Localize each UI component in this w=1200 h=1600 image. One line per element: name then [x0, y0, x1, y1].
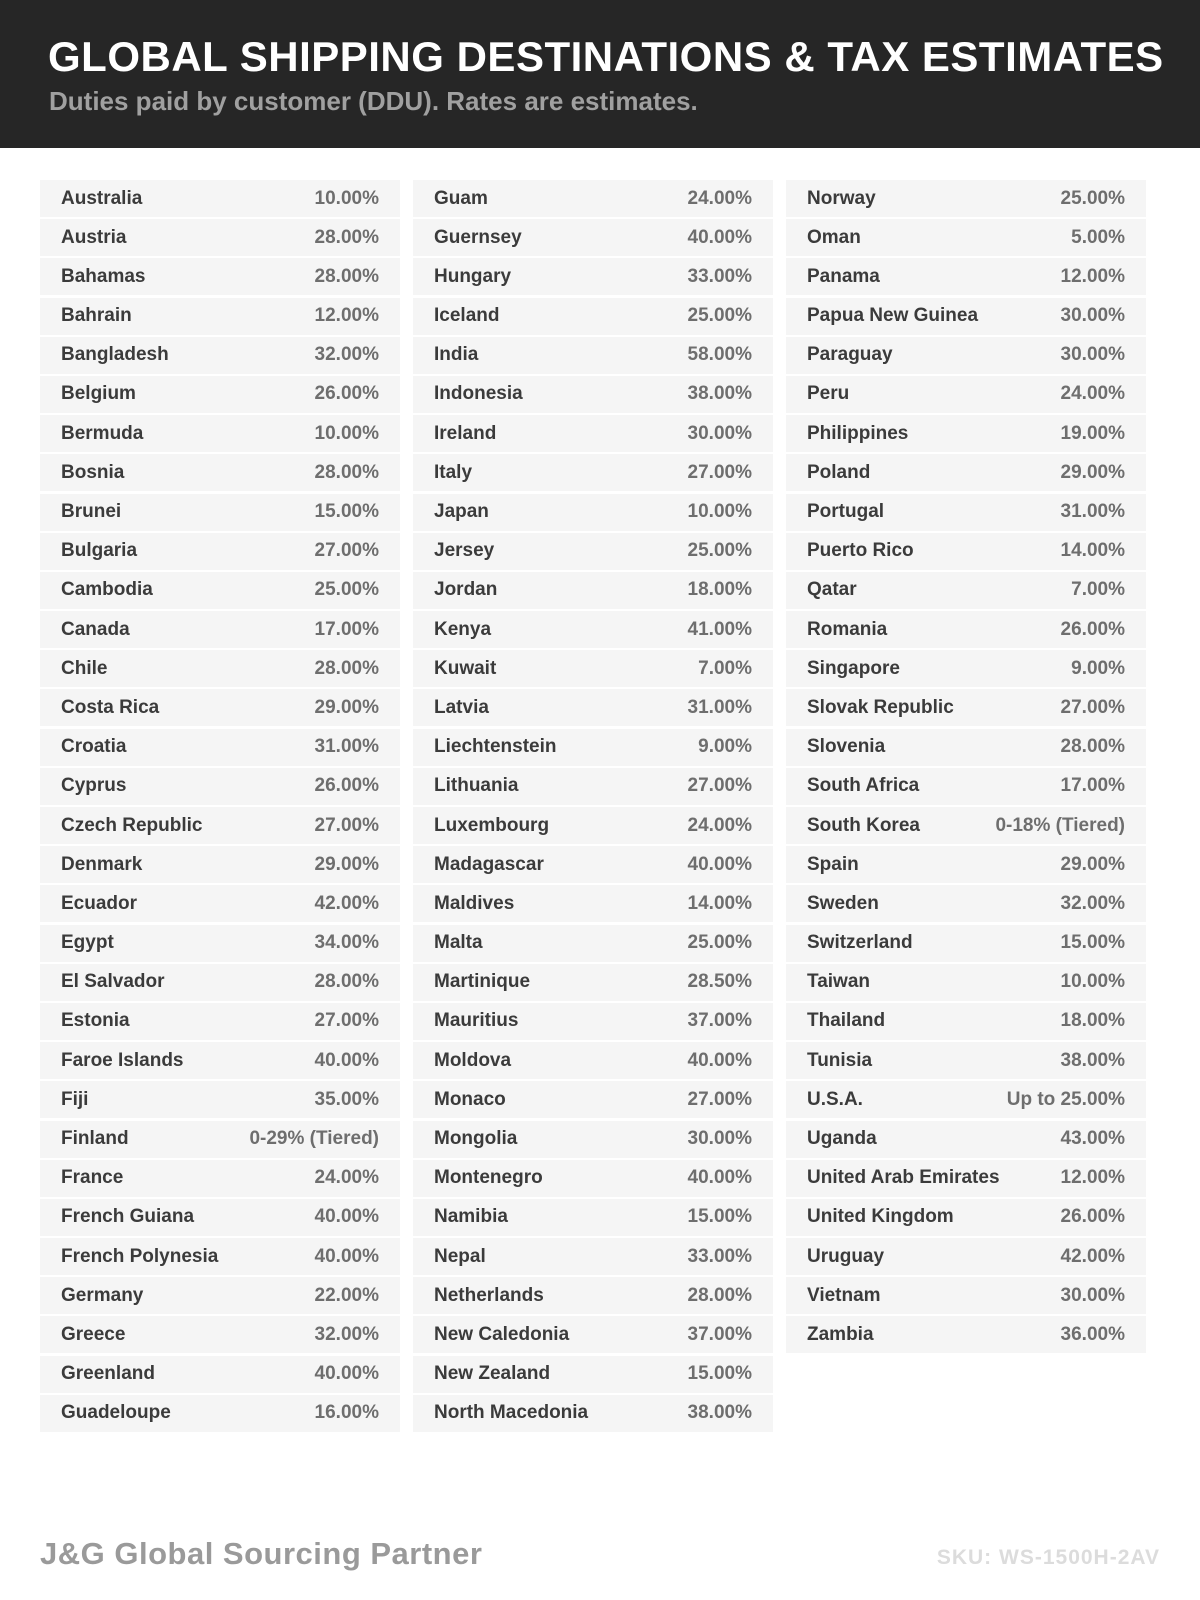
tax-rate: 38.00%	[1060, 1049, 1125, 1071]
table-row	[786, 925, 1146, 962]
table-row	[786, 1121, 1146, 1158]
table-column-2	[413, 180, 773, 1434]
tax-rate: 26.00%	[314, 775, 379, 797]
table-row	[40, 1356, 400, 1393]
country-name: Austria	[61, 226, 127, 248]
table-row	[413, 1160, 773, 1197]
country-name: Italy	[434, 461, 473, 483]
country-name: Bermuda	[61, 422, 144, 444]
table-row	[40, 1160, 400, 1197]
tax-rate: 40.00%	[314, 1245, 379, 1267]
tax-rate: 37.00%	[687, 1323, 752, 1345]
table-row	[786, 1042, 1146, 1079]
tax-rate: 10.00%	[314, 187, 379, 209]
country-name: Zambia	[807, 1323, 874, 1345]
table-row	[413, 1003, 773, 1040]
country-name: Tunisia	[807, 1049, 873, 1071]
table-row	[413, 1238, 773, 1275]
table-row	[413, 180, 773, 217]
tax-rate: 28.50%	[687, 971, 752, 993]
tax-rate: 24.00%	[314, 1167, 379, 1189]
table-row	[413, 1121, 773, 1158]
country-name: French Guiana	[61, 1206, 195, 1228]
page-title: GLOBAL SHIPPING DESTINATIONS & TAX ESTIMATES	[48, 33, 1164, 80]
table-row	[786, 1316, 1146, 1353]
table-row	[413, 1277, 773, 1314]
country-name: Hungary	[434, 265, 512, 287]
tax-rate: 29.00%	[314, 696, 379, 718]
country-name: Belgium	[61, 383, 136, 405]
table-row	[786, 1199, 1146, 1236]
country-name: Martinique	[434, 971, 531, 993]
table-row	[40, 807, 400, 844]
tax-rate: 17.00%	[1060, 775, 1125, 797]
country-name: Slovak Republic	[807, 696, 954, 718]
table-row	[413, 1316, 773, 1353]
country-name: Mauritius	[434, 1010, 519, 1032]
country-name: Uganda	[807, 1128, 877, 1149]
table-row	[413, 376, 773, 413]
tax-rate: 31.00%	[314, 736, 379, 758]
tax-rate: 38.00%	[687, 1402, 752, 1424]
tax-rate: 43.00%	[1060, 1128, 1125, 1149]
table-row	[40, 1003, 400, 1040]
country-name: Slovenia	[807, 736, 886, 758]
tax-rate: 24.00%	[1060, 383, 1125, 405]
country-name: Netherlands	[434, 1284, 544, 1306]
country-name: Paraguay	[807, 344, 893, 366]
table-row	[413, 337, 773, 374]
country-name: Philippines	[807, 422, 909, 444]
table-row	[40, 219, 400, 256]
table-row	[786, 219, 1146, 256]
tax-rate: 32.00%	[1060, 892, 1125, 914]
tax-rate: 42.00%	[314, 892, 379, 914]
footer	[40, 1536, 1160, 1572]
country-name: South Africa	[807, 775, 920, 797]
country-name: Costa Rica	[61, 696, 160, 718]
country-name: Bosnia	[61, 461, 125, 483]
table-row	[786, 729, 1146, 766]
tax-rate: 7.00%	[1071, 579, 1125, 601]
table-row	[786, 650, 1146, 687]
country-name: Guam	[434, 187, 488, 209]
tax-rate: 0-29% (Tiered)	[249, 1128, 379, 1149]
table-row	[413, 729, 773, 766]
country-name: Jordan	[434, 579, 498, 601]
table-row	[786, 258, 1146, 295]
table-row	[40, 1316, 400, 1353]
table-row	[786, 572, 1146, 609]
table-row	[786, 454, 1146, 491]
table-row	[413, 1395, 773, 1432]
tax-rate: 29.00%	[1060, 853, 1125, 875]
country-name: Spain	[807, 853, 859, 875]
tax-rate: 24.00%	[687, 187, 752, 209]
country-name: Estonia	[61, 1010, 130, 1032]
tax-rate: 29.00%	[1060, 461, 1125, 483]
tax-rate: 25.00%	[687, 932, 752, 954]
table-row	[413, 611, 773, 648]
tax-rate: 28.00%	[314, 265, 379, 287]
country-name: Japan	[434, 501, 489, 522]
tax-rate: 27.00%	[687, 1088, 752, 1110]
tax-rate: 26.00%	[314, 383, 379, 405]
tax-rate: 40.00%	[687, 853, 752, 875]
tax-rate: 35.00%	[314, 1088, 379, 1110]
table-row	[413, 494, 773, 531]
tax-rate: 0-18% (Tiered)	[995, 814, 1125, 836]
table-row	[786, 494, 1146, 531]
tax-rate: 28.00%	[314, 971, 379, 993]
country-name: Croatia	[61, 736, 127, 758]
country-name: Romania	[807, 618, 888, 640]
tax-rate: 19.00%	[1060, 422, 1125, 444]
country-name: Nepal	[434, 1245, 486, 1267]
country-name: U.S.A.	[807, 1088, 863, 1110]
tax-rate: Up to 25.00%	[1006, 1088, 1125, 1110]
table-row	[786, 885, 1146, 922]
table-row	[413, 1081, 773, 1118]
tax-rate: 34.00%	[314, 932, 379, 954]
tax-rate: 40.00%	[314, 1363, 379, 1385]
table-row	[40, 650, 400, 687]
country-name: Puerto Rico	[807, 540, 914, 562]
tax-rate: 28.00%	[687, 1284, 752, 1306]
table-row	[40, 1238, 400, 1275]
tax-rate: 26.00%	[1060, 618, 1125, 640]
tax-rate: 40.00%	[687, 1049, 752, 1071]
tax-rate: 58.00%	[687, 344, 752, 366]
tax-rate: 27.00%	[314, 814, 379, 836]
country-name: Denmark	[61, 853, 143, 875]
country-name: Faroe Islands	[61, 1049, 184, 1071]
table-row	[413, 572, 773, 609]
tax-rate: 28.00%	[1060, 736, 1125, 758]
table-row	[413, 689, 773, 726]
country-name: Ireland	[434, 422, 497, 444]
table-row	[40, 415, 400, 452]
tax-rate: 10.00%	[314, 422, 379, 444]
header-banner	[0, 0, 1200, 148]
table-row	[786, 1003, 1146, 1040]
country-name: Cambodia	[61, 579, 153, 601]
table-row	[413, 964, 773, 1001]
tax-rate: 40.00%	[687, 1167, 752, 1189]
table-row	[786, 1238, 1146, 1275]
country-name: Guernsey	[434, 226, 522, 248]
table-row	[40, 1199, 400, 1236]
tax-rate: 37.00%	[687, 1010, 752, 1032]
table-row	[786, 376, 1146, 413]
country-name: France	[61, 1167, 124, 1189]
tax-rate: 18.00%	[1060, 1010, 1125, 1032]
table-row	[413, 1199, 773, 1236]
table-row	[786, 298, 1146, 335]
table-row	[413, 925, 773, 962]
sku-label: SKU: WS-1500H-2AV	[936, 1546, 1160, 1569]
tax-rate: 33.00%	[687, 265, 752, 287]
tax-rate: 12.00%	[1060, 265, 1125, 287]
tax-rate: 28.00%	[314, 657, 379, 679]
country-name: Portugal	[807, 501, 885, 522]
tax-rate: 41.00%	[687, 618, 752, 640]
table-column-1	[40, 180, 400, 1434]
tax-rate: 15.00%	[314, 501, 379, 522]
table-row	[413, 415, 773, 452]
table-row	[786, 533, 1146, 570]
tax-rate: 30.00%	[687, 422, 752, 444]
tax-rate: 7.00%	[698, 657, 752, 679]
tax-rate: 16.00%	[314, 1402, 379, 1424]
country-name: Maldives	[434, 892, 515, 914]
country-name: Jersey	[434, 540, 495, 562]
country-name: Guadeloupe	[61, 1402, 171, 1424]
country-name: Monaco	[434, 1088, 506, 1110]
tax-rate: 26.00%	[1060, 1206, 1125, 1228]
country-name: Ecuador	[61, 892, 138, 914]
tax-rate-table	[0, 148, 1200, 1434]
table-row	[40, 298, 400, 335]
country-name: Bahrain	[61, 305, 132, 327]
country-name: Poland	[807, 461, 871, 483]
tax-rate: 27.00%	[687, 461, 752, 483]
country-name: Latvia	[434, 696, 489, 718]
table-row	[413, 258, 773, 295]
table-row	[40, 1042, 400, 1079]
country-name: French Polynesia	[61, 1245, 219, 1267]
tax-rate: 40.00%	[314, 1049, 379, 1071]
tax-rate: 15.00%	[687, 1363, 752, 1385]
country-name: Peru	[807, 383, 850, 405]
country-name: Madagascar	[434, 853, 544, 875]
table-row	[413, 219, 773, 256]
country-name: Vietnam	[807, 1284, 881, 1306]
table-row	[786, 1277, 1146, 1314]
country-name: Bangladesh	[61, 344, 169, 366]
table-row	[413, 298, 773, 335]
tax-rate: 9.00%	[698, 736, 752, 758]
country-name: United Arab Emirates	[807, 1167, 1000, 1189]
country-name: Malta	[434, 932, 483, 954]
country-name: Thailand	[807, 1010, 886, 1032]
tax-rate: 40.00%	[687, 226, 752, 248]
country-name: Indonesia	[434, 383, 523, 405]
tax-rate: 25.00%	[314, 579, 379, 601]
table-row	[786, 415, 1146, 452]
country-name: Oman	[807, 226, 861, 248]
country-name: El Salvador	[61, 971, 165, 993]
country-name: Czech Republic	[61, 814, 203, 836]
tax-rate: 12.00%	[1060, 1167, 1125, 1189]
tax-rate: 31.00%	[1060, 501, 1125, 522]
table-row	[40, 1277, 400, 1314]
country-name: Montenegro	[434, 1167, 543, 1189]
tax-rate: 27.00%	[687, 775, 752, 797]
country-name: United Kingdom	[807, 1206, 954, 1228]
table-row	[786, 689, 1146, 726]
table-row	[40, 454, 400, 491]
country-name: Papua New Guinea	[807, 305, 979, 327]
tax-rate: 33.00%	[687, 1245, 752, 1267]
country-name: Greenland	[61, 1363, 155, 1385]
country-name: Finland	[61, 1128, 129, 1149]
table-row	[40, 258, 400, 295]
table-row	[40, 611, 400, 648]
tax-rate: 38.00%	[687, 383, 752, 405]
country-name: Canada	[61, 618, 130, 640]
country-name: Sweden	[807, 892, 879, 914]
table-row	[786, 611, 1146, 648]
tax-rate: 27.00%	[314, 1010, 379, 1032]
table-row	[40, 964, 400, 1001]
tax-rate: 36.00%	[1060, 1323, 1125, 1345]
country-name: Greece	[61, 1323, 126, 1345]
country-name: Taiwan	[807, 971, 870, 993]
table-row	[786, 846, 1146, 883]
country-name: Panama	[807, 265, 880, 287]
country-name: South Korea	[807, 814, 920, 836]
country-name: Norway	[807, 187, 876, 209]
country-name: Fiji	[61, 1088, 89, 1110]
table-row	[413, 768, 773, 805]
tax-rate: 27.00%	[314, 540, 379, 562]
table-row	[40, 376, 400, 413]
table-row	[40, 689, 400, 726]
tax-rate: 14.00%	[687, 892, 752, 914]
country-name: Brunei	[61, 501, 122, 522]
country-name: Bulgaria	[61, 540, 138, 562]
table-row	[413, 885, 773, 922]
country-name: Lithuania	[434, 775, 519, 797]
table-row	[40, 925, 400, 962]
table-row	[413, 650, 773, 687]
country-name: Kuwait	[434, 657, 497, 679]
table-row	[40, 1121, 400, 1158]
table-row	[413, 807, 773, 844]
tax-rate: 15.00%	[1060, 932, 1125, 954]
country-name: North Macedonia	[434, 1402, 589, 1424]
tax-rate: 5.00%	[1071, 226, 1125, 248]
tax-rate: 17.00%	[314, 618, 379, 640]
country-name: New Zealand	[434, 1363, 551, 1385]
country-name: New Caledonia	[434, 1323, 570, 1345]
table-row	[40, 180, 400, 217]
table-row	[40, 729, 400, 766]
tax-rate: 28.00%	[314, 461, 379, 483]
tax-rate: 30.00%	[1060, 305, 1125, 327]
tax-rate: 40.00%	[314, 1206, 379, 1228]
tax-rate: 12.00%	[314, 305, 379, 327]
tax-rate: 9.00%	[1071, 657, 1125, 679]
tax-rate: 25.00%	[1060, 187, 1125, 209]
table-row	[786, 337, 1146, 374]
table-row	[786, 180, 1146, 217]
country-name: Australia	[61, 187, 143, 209]
country-name: Luxembourg	[434, 814, 550, 836]
tax-rate: 31.00%	[687, 696, 752, 718]
country-name: Switzerland	[807, 932, 913, 954]
tax-rate: 29.00%	[314, 853, 379, 875]
tax-rate: 14.00%	[1060, 540, 1125, 562]
country-name: Iceland	[434, 305, 500, 327]
country-name: Liechtenstein	[434, 736, 557, 758]
tax-rate: 30.00%	[1060, 344, 1125, 366]
tax-rate: 18.00%	[687, 579, 752, 601]
tax-rate: 30.00%	[1060, 1284, 1125, 1306]
table-row	[40, 768, 400, 805]
table-row	[413, 533, 773, 570]
table-row	[40, 572, 400, 609]
tax-rate: 30.00%	[687, 1128, 752, 1149]
table-row	[40, 1395, 400, 1432]
table-row	[786, 964, 1146, 1001]
table-row	[786, 768, 1146, 805]
country-name: Germany	[61, 1284, 144, 1306]
tax-rate: 25.00%	[687, 540, 752, 562]
table-row	[413, 1356, 773, 1393]
tax-rate: 32.00%	[314, 344, 379, 366]
table-row	[786, 1160, 1146, 1197]
tax-rate: 24.00%	[687, 814, 752, 836]
country-name: Mongolia	[434, 1128, 518, 1149]
table-row	[413, 1042, 773, 1079]
brand-name: J&G Global Sourcing Partner	[40, 1536, 483, 1571]
table-column-3	[786, 180, 1146, 1356]
tax-rate: 25.00%	[687, 305, 752, 327]
table-row	[40, 337, 400, 374]
table-row	[413, 846, 773, 883]
country-name: Egypt	[61, 932, 114, 954]
page-subtitle: Duties paid by customer (DDU). Rates are estimates.	[49, 86, 698, 117]
table-row	[40, 533, 400, 570]
table-row	[40, 494, 400, 531]
country-name: Chile	[61, 657, 108, 679]
tax-rate: 22.00%	[314, 1284, 379, 1306]
country-name: Qatar	[807, 579, 857, 601]
country-name: Uruguay	[807, 1245, 885, 1267]
country-name: Singapore	[807, 657, 900, 679]
country-name: Namibia	[434, 1206, 508, 1228]
country-name: Cyprus	[61, 775, 127, 797]
table-row	[40, 1081, 400, 1118]
tax-rate: 27.00%	[1060, 696, 1125, 718]
table-row	[40, 885, 400, 922]
tax-rate: 32.00%	[314, 1323, 379, 1345]
tax-rate: 28.00%	[314, 226, 379, 248]
table-row	[786, 1081, 1146, 1118]
tax-rate: 10.00%	[1060, 971, 1125, 993]
table-row	[40, 846, 400, 883]
tax-rate: 15.00%	[687, 1206, 752, 1228]
country-name: Bahamas	[61, 265, 146, 287]
country-name: Kenya	[434, 618, 492, 640]
country-name: Moldova	[434, 1049, 512, 1071]
tax-rate: 10.00%	[687, 501, 752, 522]
country-name: India	[434, 344, 479, 366]
table-row	[413, 454, 773, 491]
table-row	[786, 807, 1146, 844]
tax-rate: 42.00%	[1060, 1245, 1125, 1267]
